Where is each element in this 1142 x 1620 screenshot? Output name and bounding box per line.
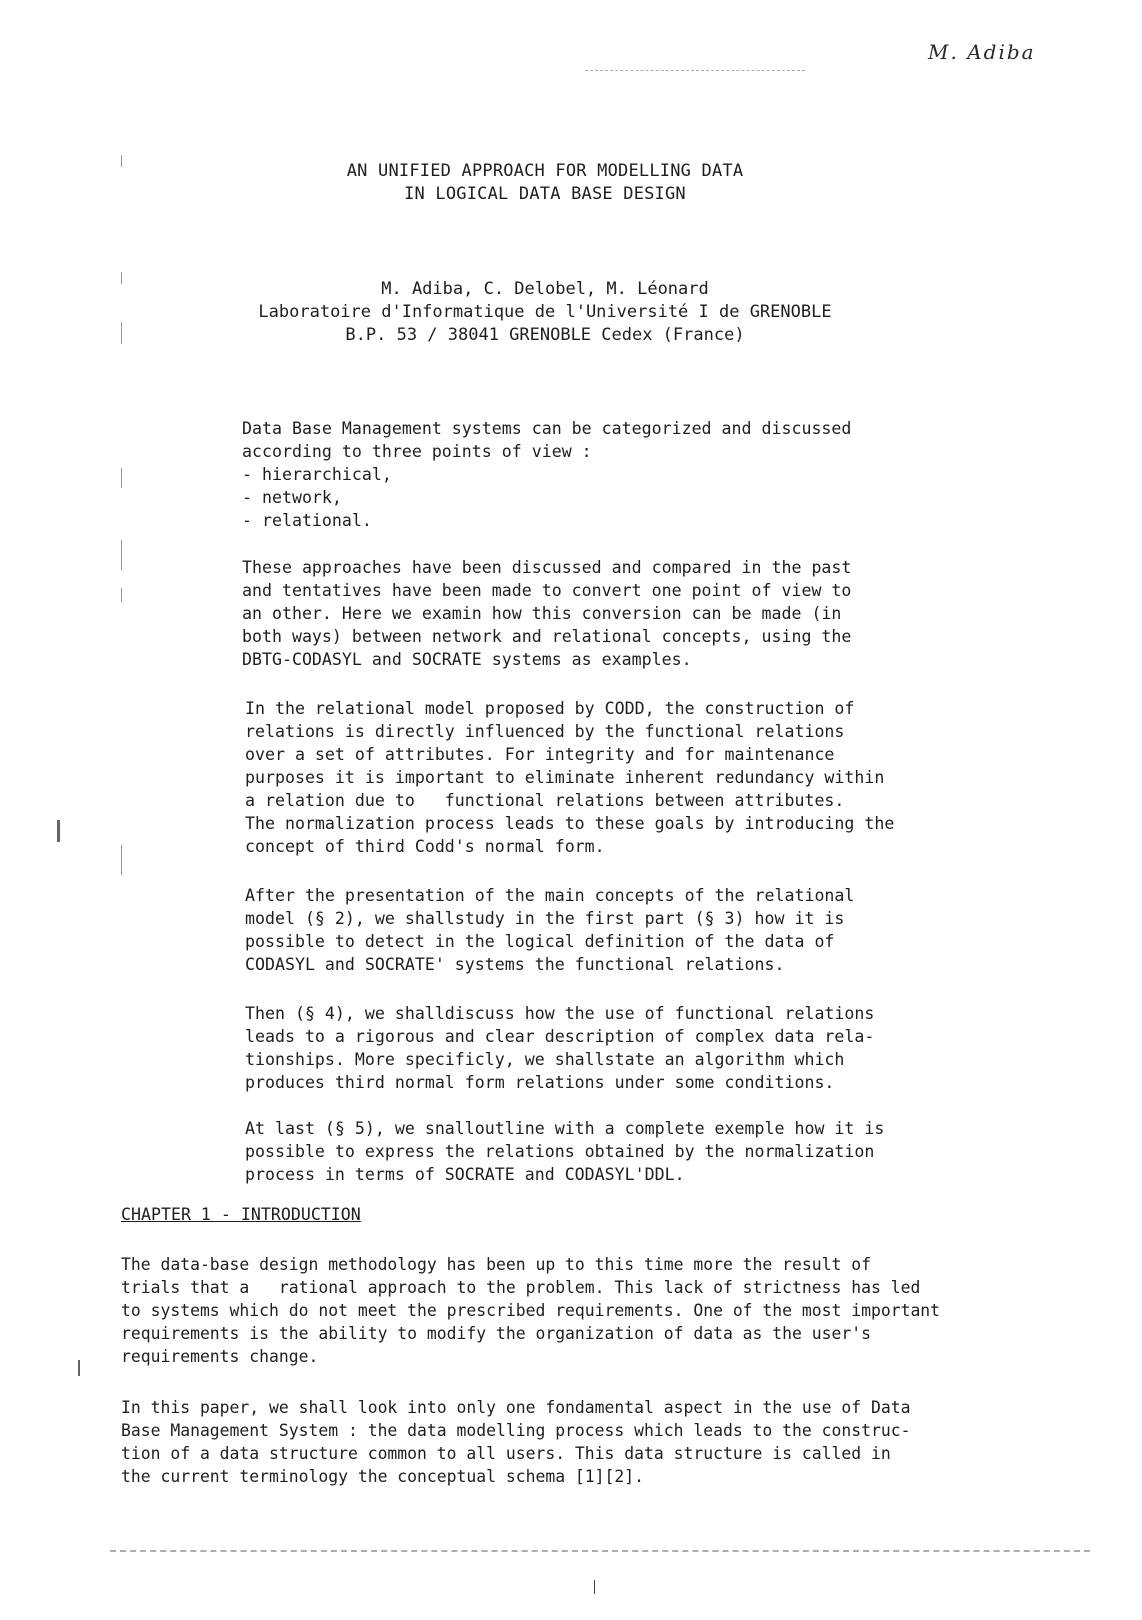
text-line: After the presentation of the main concepts of the relational <box>245 886 855 905</box>
text-line: according to three points of view : <box>242 442 592 461</box>
author-block <box>0 278 1090 347</box>
abstract-paragraph-1 <box>242 417 851 532</box>
chapter-heading: CHAPTER 1 - INTRODUCTION <box>121 1205 361 1224</box>
handwritten-author-note: M. Adiba <box>928 40 1036 64</box>
text-line: to systems which do not meet the prescribed requirements. One of the most important <box>121 1301 941 1320</box>
text-line: requirements is the ability to modify the organization of data as the user's <box>121 1324 871 1343</box>
text-line: At last (§ 5), we snalloutline with a complete exemple how it is <box>245 1119 885 1138</box>
author-names: M. Adiba, C. Delobel, M. Léonard <box>381 279 709 299</box>
text-line: Then (§ 4), we shalldiscuss how the use of functional relations <box>245 1004 875 1023</box>
top-dashed-rule <box>585 70 805 71</box>
text-line: - hierarchical, <box>242 465 392 484</box>
text-line: requirements change. <box>121 1347 319 1366</box>
text-line: - relational. <box>242 511 372 530</box>
text-line: In the relational model proposed by CODD, the construction of <box>245 699 855 718</box>
text-line: an other. Here we examin how this conversion can be made (in <box>242 604 842 623</box>
text-line: leads to a rigorous and clear description of complex data rela- <box>245 1027 875 1046</box>
text-line: These approaches have been discussed and compared in the past <box>242 558 852 577</box>
text-line: In this paper, we shall look into only one fondamental aspect in the use of Data <box>121 1398 911 1417</box>
text-line: trials that a rational approach to the problem. This lack of strictness has led <box>121 1278 921 1297</box>
text-line: possible to express the relations obtained by the normalization <box>245 1142 875 1161</box>
margin-mark <box>121 540 122 570</box>
text-line: concept of third Codd's normal form. <box>245 837 605 856</box>
title-line-1: AN UNIFIED APPROACH FOR MODELLING DATA <box>346 161 744 181</box>
margin-mark <box>57 820 60 842</box>
footer-dashed-rule <box>110 1550 1090 1552</box>
intro-paragraph-2 <box>121 1396 910 1488</box>
text-line: tion of a data structure common to all users. This data structure is called in <box>121 1444 891 1463</box>
text-line: Data Base Management systems can be categorized and discussed <box>242 419 852 438</box>
text-line: Base Management System : the data modelling process which leads to the construc- <box>121 1421 911 1440</box>
text-line: and tentatives have been made to convert one point of view to <box>242 581 852 600</box>
abstract-paragraph-6 <box>245 1117 884 1186</box>
author-address: B.P. 53 / 38041 GRENOBLE Cedex (France) <box>345 325 745 345</box>
author-affiliation: Laboratoire d'Informatique de l'Université I de GRENOBLE <box>258 302 832 322</box>
margin-mark <box>121 845 122 875</box>
text-line: The normalization process leads to these goals by introducing the <box>245 814 895 833</box>
margin-mark <box>121 468 122 488</box>
text-line: a relation due to functional relations between attributes. <box>245 791 845 810</box>
abstract-paragraph-3 <box>245 697 894 858</box>
page-mark <box>594 1580 595 1594</box>
title-line-2: IN LOGICAL DATA BASE DESIGN <box>404 184 686 204</box>
abstract-paragraph-5 <box>245 1002 874 1094</box>
abstract-paragraph-2 <box>242 556 851 671</box>
text-line: relations is directly influenced by the functional relations <box>245 722 845 741</box>
text-line: possible to detect in the logical definition of the data of <box>245 932 835 951</box>
text-line: - network, <box>242 488 342 507</box>
margin-mark <box>78 1360 80 1376</box>
text-line: tionships. More specificly, we shallstate an algorithm which <box>245 1050 845 1069</box>
text-line: the current terminology the conceptual schema [1][2]. <box>121 1467 645 1486</box>
text-line: purposes it is important to eliminate inherent redundancy within <box>245 768 885 787</box>
text-line: both ways) between network and relational concepts, using the <box>242 627 852 646</box>
text-line: over a set of attributes. For integrity and for maintenance <box>245 745 835 764</box>
margin-mark <box>121 588 122 602</box>
abstract-paragraph-4 <box>245 884 854 976</box>
text-line: model (§ 2), we shallstudy in the first part (§ 3) how it is <box>245 909 845 928</box>
text-line: process in terms of SOCRATE and CODASYL'DDL. <box>245 1165 685 1184</box>
intro-paragraph-1 <box>121 1253 940 1368</box>
text-line: CODASYL and SOCRATE' systems the functional relations. <box>245 955 785 974</box>
paper-title <box>0 160 1090 206</box>
text-line: The data-base design methodology has been up to this time more the result of <box>121 1255 871 1274</box>
text-line: DBTG-CODASYL and SOCRATE systems as examples. <box>242 650 692 669</box>
text-line: produces third normal form relations under some conditions. <box>245 1073 835 1092</box>
